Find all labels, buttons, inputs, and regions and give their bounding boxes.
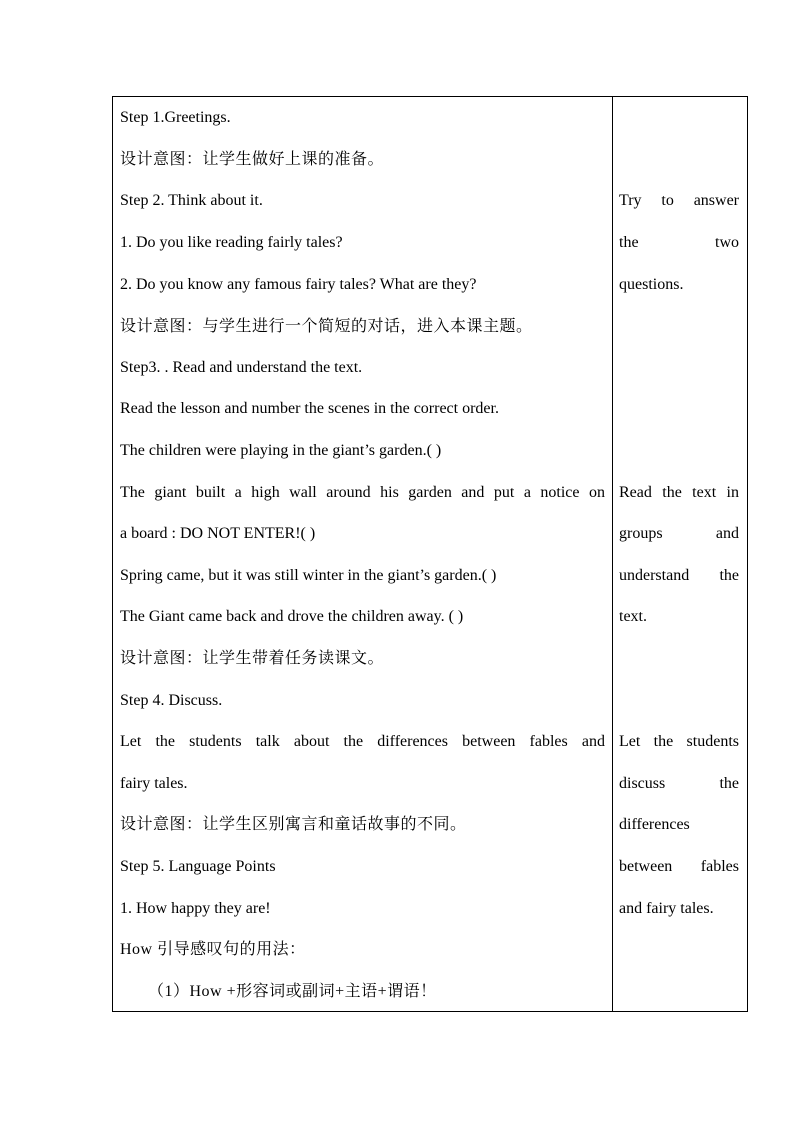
right-block2-line2: groups and	[619, 525, 739, 542]
right-block2-line1: Read the text in	[619, 484, 739, 501]
scene-1: The children were playing in the giant’s garden.( )	[120, 442, 442, 459]
question-1: 1. Do you like reading fairly tales?	[120, 234, 343, 251]
step3-title: Step3. . Read and understand the text.	[120, 359, 363, 376]
step1-title: Step 1.Greetings.	[120, 109, 231, 126]
step5-title: Step 5. Language Points	[120, 858, 276, 875]
right-block3-line3: differences	[619, 816, 690, 833]
right-block2-line4: text.	[619, 608, 647, 625]
right-block3-line2: discuss the	[619, 775, 739, 792]
scene-3: Spring came, but it was still winter in the giant’s garden.( )	[120, 567, 497, 584]
right-block1-line1: Try to answer	[619, 192, 739, 209]
right-block3-line1: Let the students	[619, 733, 739, 750]
right-block3-line4: between fables	[619, 858, 739, 875]
right-block1-line3: questions.	[619, 276, 684, 293]
scene-2-line-2: a board : DO NOT ENTER!( )	[120, 525, 316, 542]
design-intent-2: 设计意图：与学生进行一个简短的对话，进入本课主题。	[120, 318, 533, 335]
scene-2-line-1: The giant built a high wall around his garden and put a notice on	[120, 484, 605, 501]
design-intent-4: 设计意图：让学生区别寓言和童话故事的不同。	[120, 816, 467, 833]
how-pattern: （1）How +形容词或副词+主语+谓语！	[148, 983, 437, 1000]
right-block3-line5: and fairy tales.	[619, 900, 714, 917]
discuss-line-2: fairy tales.	[120, 775, 188, 792]
step2-title: Step 2. Think about it.	[120, 192, 263, 209]
right-block2-line3: understand the	[619, 567, 739, 584]
question-2: 2. Do you know any famous fairy tales? What are they?	[120, 276, 477, 293]
language-point-1: 1. How happy they are!	[120, 900, 271, 917]
column-divider	[612, 96, 613, 1012]
design-intent-3: 设计意图：让学生带着任务读课文。	[120, 650, 385, 667]
discuss-line-1: Let the students talk about the differences between fables and	[120, 733, 605, 750]
step3-instruction: Read the lesson and number the scenes in the correct order.	[120, 400, 499, 417]
scene-4: The Giant came back and drove the children away. ( )	[120, 608, 464, 625]
step4-title: Step 4. Discuss.	[120, 692, 223, 709]
right-block1-line2: the two	[619, 234, 739, 251]
design-intent-1: 设计意图：让学生做好上课的准备。	[120, 151, 385, 168]
how-usage: How 引导感叹句的用法：	[120, 941, 306, 958]
